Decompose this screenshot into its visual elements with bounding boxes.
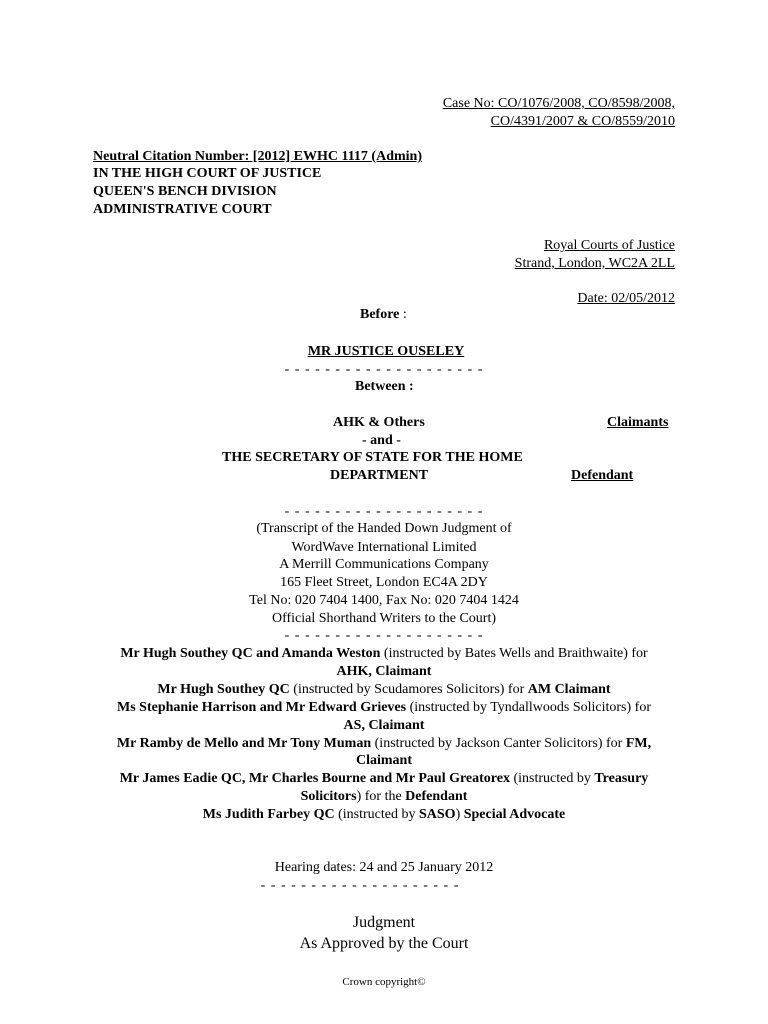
before-label	[360, 306, 407, 324]
case-no-line-1: Case No: CO/1076/2008, CO/8598/2008,	[442, 96, 675, 111]
claimant-role: Claimants	[607, 415, 669, 430]
judgment-title: Judgment	[352, 914, 416, 931]
counsel-6	[0, 806, 768, 824]
counsel-5-for-text: ) for the	[356, 789, 406, 804]
judge-name: MR JUSTICE OUSELEY	[307, 344, 465, 359]
transcript-line-6: Official Shorthand Writers to the Court)	[271, 611, 497, 626]
counsel-5-line-1	[0, 770, 768, 788]
transcript-line-1: (Transcript of the Handed Down Judgment of	[256, 521, 512, 536]
counsel-6-instructed: (instructed by	[334, 807, 419, 822]
counsel-4-for: FM,	[625, 736, 652, 751]
counsel-5-solicitor-2: Solicitors	[300, 789, 357, 804]
transcript-line-2: WordWave International Limited	[291, 540, 477, 555]
hearing-dates: Hearing dates: 24 and 25 January 2012	[274, 860, 494, 875]
counsel-4-names: Mr Ramby de Mello and Mr Tony Muman	[116, 736, 372, 751]
defendant-role: Defendant	[571, 468, 634, 483]
crown-copyright: Crown copyright©	[342, 976, 426, 988]
counsel-3-line-1	[0, 699, 768, 717]
location-line-2: Strand, London, WC2A 2LL	[514, 256, 675, 271]
counsel-6-close: )	[455, 807, 464, 822]
counsel-3-instructed: (instructed by Tyndallwoods Solicitors) for	[406, 700, 651, 715]
counsel-4-for-line-2: Claimant	[356, 753, 412, 768]
claimant-name: AHK & Others	[333, 415, 425, 430]
counsel-1-instructed: (instructed by Bates Wells and Braithwaite) for	[380, 646, 648, 661]
separator-3: - - - - - - - - - - - - - - - - - - - -	[284, 628, 484, 643]
counsel-1-names: Mr Hugh Southey QC and Amanda Weston	[120, 646, 381, 661]
transcript-line-4: 165 Fleet Street, London EC4A 2DY	[280, 575, 488, 590]
counsel-5-names: Mr James Eadie QC, Mr Charles Bourne and Mr Paul Greatorex	[119, 771, 510, 786]
between-label: Between :	[355, 379, 414, 394]
counsel-2	[0, 681, 768, 699]
counsel-3-names: Ms Stephanie Harrison and Mr Edward Grieves	[117, 700, 407, 715]
separator-4: - - - - - - - - - - - - - - - - - - - -	[260, 878, 460, 893]
counsel-1-for: AHK, Claimant	[336, 664, 432, 679]
counsel-6-names: Ms Judith Farbey QC	[202, 807, 335, 822]
defendant-name-line-1: THE SECRETARY OF STATE FOR THE HOME	[222, 450, 523, 465]
counsel-3-for: AS, Claimant	[343, 718, 425, 733]
transcript-line-3: A Merrill Communications Company	[279, 557, 489, 572]
counsel-2-for: AM Claimant	[527, 682, 611, 697]
separator-1: - - - - - - - - - - - - - - - - - - - -	[284, 362, 484, 377]
counsel-6-solicitor: SASO	[418, 807, 456, 822]
judgment-subtitle: As Approved by the Court	[299, 935, 469, 952]
division-heading: QUEEN'S BENCH DIVISION	[93, 184, 277, 199]
and-separator: - and -	[362, 433, 401, 448]
admin-court-heading: ADMINISTRATIVE COURT	[93, 202, 272, 217]
counsel-2-instructed: (instructed by Scudamores Solicitors) for	[289, 682, 528, 697]
counsel-2-names: Mr Hugh Southey QC	[157, 682, 290, 697]
counsel-5-instructed: (instructed by	[509, 771, 595, 786]
neutral-citation: Neutral Citation Number: [2012] EWHC 1117 (Admin)	[93, 149, 422, 164]
before-colon: :	[399, 307, 407, 322]
counsel-4-instructed: (instructed by Jackson Canter Solicitors) for	[371, 736, 626, 751]
counsel-5-line-2	[0, 788, 768, 806]
counsel-6-role: Special Advocate	[463, 807, 566, 822]
transcript-line-5: Tel No: 020 7404 1400, Fax No: 020 7404 1424	[249, 593, 519, 608]
counsel-1-line-1	[0, 645, 768, 663]
location-line-1: Royal Courts of Justice	[543, 238, 675, 253]
counsel-5-for: Defendant	[405, 789, 468, 804]
before-text: Before	[360, 307, 400, 322]
judgment-date: Date: 02/05/2012	[577, 291, 675, 306]
case-no-line-2: CO/4391/2007 & CO/8559/2010	[490, 114, 675, 129]
defendant-name-line-2: DEPARTMENT	[330, 468, 429, 483]
counsel-4-line-1	[0, 735, 768, 753]
high-court-heading: IN THE HIGH COURT OF JUSTICE	[93, 166, 322, 181]
counsel-5-solicitor: Treasury	[594, 771, 649, 786]
separator-2: - - - - - - - - - - - - - - - - - - - -	[284, 504, 484, 519]
